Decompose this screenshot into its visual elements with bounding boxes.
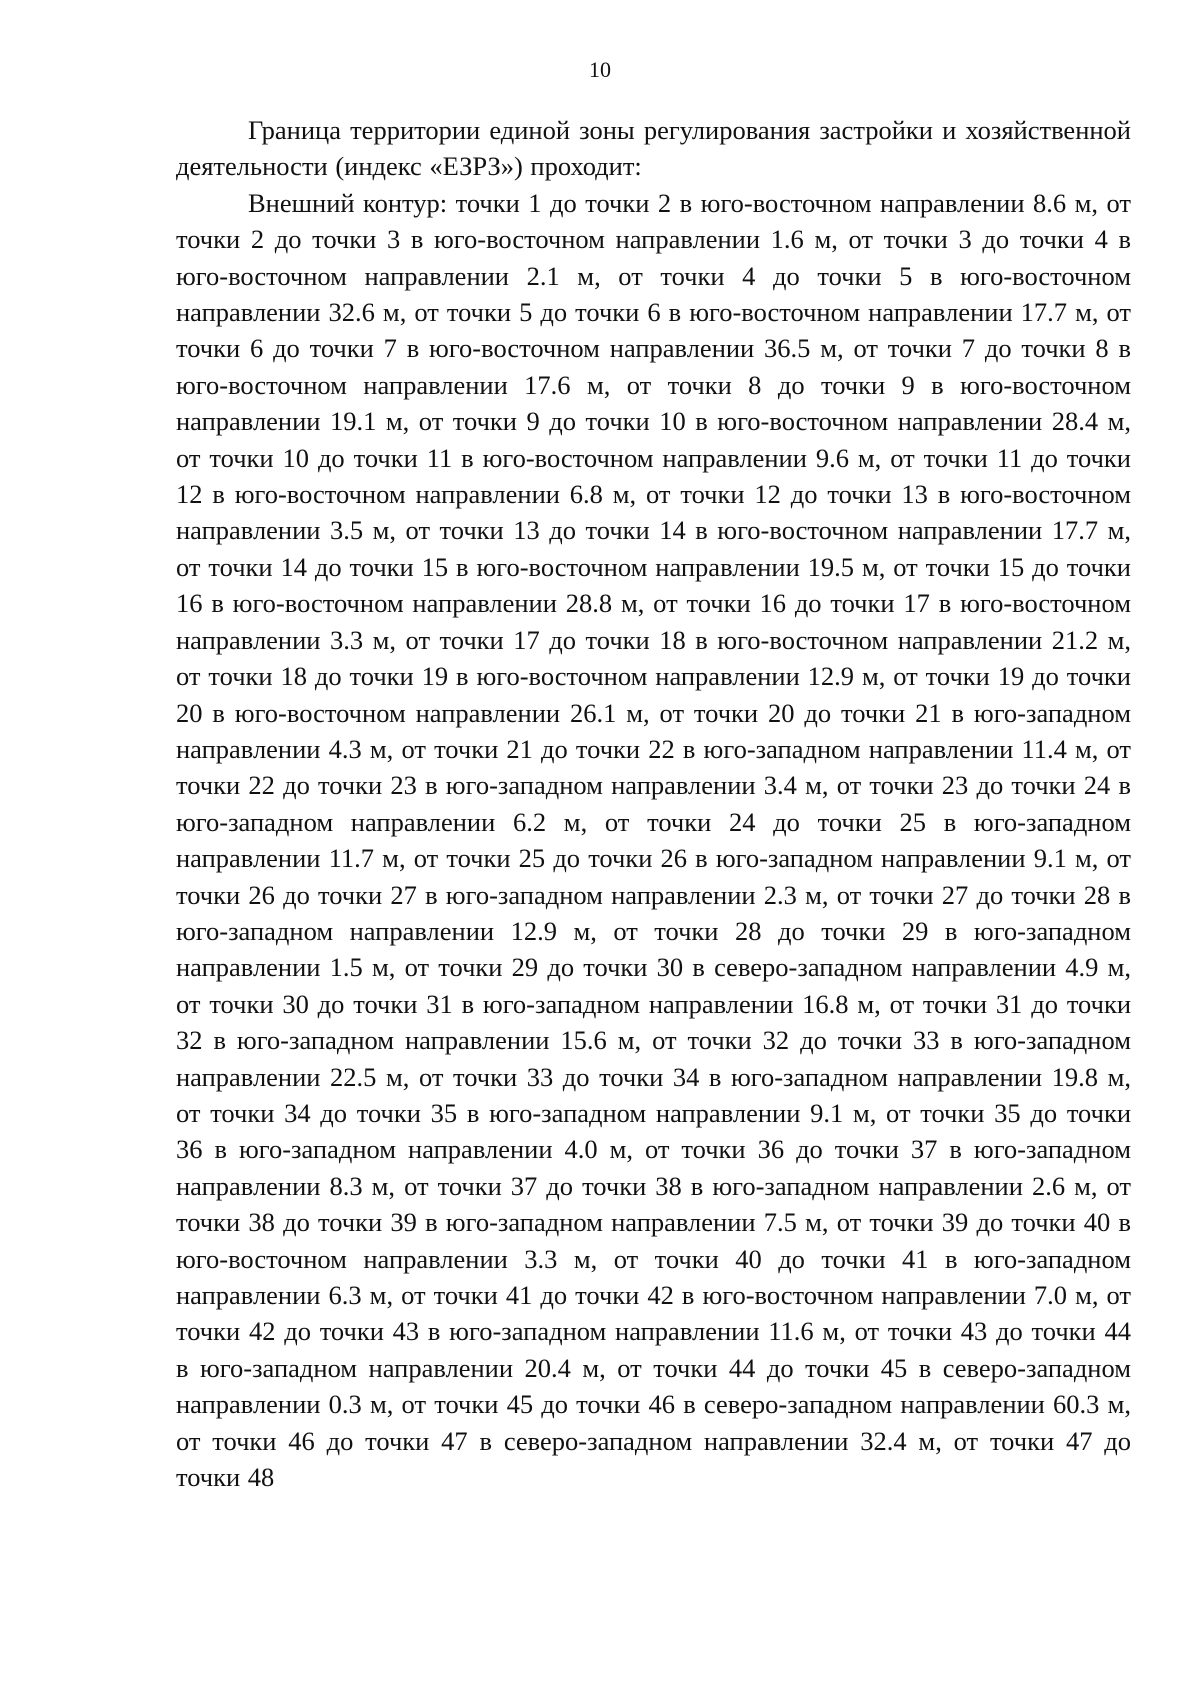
- paragraph-outer-contour: Внешний контур: точки 1 до точки 2 в юго-восточном направлении 8.6 м, от точки 2 до точки 3 в юго-восточном направлении 1.6 м, от точки 3 до точки 4 в юго-восточном направлении 2.1 м, от точки 4 до точки 5 в юго-восточном направлении 32.6 м, от точки 5 до точки 6 в юго-восточном направлении 17.7 м, от точки 6 до точки 7 в юго-восточном направлении 36.5 м, от точки 7 до точки 8 в юго-восточном направлении 17.6 м, от точки 8 до точки 9 в юго-восточном направлении 19.1 м, от точки 9 до точки 10 в юго-восточном направлении 28.4 м, от точки 10 до точки 11 в юго-восточном направлении 9.6 м, от точки 11 до точки 12 в юго-восточном направлении 6.8 м, от точки 12 до точки 13 в юго-восточном направлении 3.5 м, от точки 13 до точки 14 в юго-восточном направлении 17.7 м, от точки 14 до точки 15 в юго-восточном направлении 19.5 м, от точки 15 до точки 16 в юго-восточном направлении 28.8 м, от точки 16 до точки 17 в юго-восточном направлении 3.3 м, от точки 17 до точки 18 в юго-восточном направлении 21.2 м, от точки 18 до точки 19 в юго-восточном направлении 12.9 м, от точки 19 до точки 20 в юго-восточном направлении 26.1 м, от точки 20 до точки 21 в юго-западном направлении 4.3 м, от точки 21 до точки 22 в юго-западном направлении 11.4 м, от точки 22 до точки 23 в юго-западном направлении 3.4 м, от точки 23 до точки 24 в юго-западном направлении 6.2 м, от точки 24 до точки 25 в юго-западном направлении 11.7 м, от точки 25 до точки 26 в юго-западном направлении 9.1 м, от точки 26 до точки 27 в юго-западном направлении 2.3 м, от точки 27 до точки 28 в юго-западном направлении 12.9 м, от точки 28 до точки 29 в юго-западном направлении 1.5 м, от точки 29 до точки 30 в северо-западном направлении 4.9 м, от точки 30 до точки 31 в юго-западном направлении 16.8 м, от точки 31 до точки 32 в юго-западном направлении 15.6 м, от точки 32 до точки 33 в юго-западном направлении 22.5 м, от точки 33 до точки 34 в юго-западном направлении 19.8 м, от точки 34 до точки 35 в юго-западном направлении 9.1 м, от точки 35 до точки 36 в юго-западном направлении 4.0 м, от точки 36 до точки 37 в юго-западном направлении 8.3 м, от точки 37 до точки 38 в юго-западном направлении 2.6 м, от точки 38 до точки 39 в юго-западном направлении 7.5 м, от точки 39 до точки 40 в юго-восточном направлении 3.3 м, от точки 40 до точки 41 в юго-западном направлении 6.3 м, от точки 41 до точки 42 в юго-восточном направлении 7.0 м, от точки 42 до точки 43 в юго-западном направлении 11.6 м, от точки 43 до точки 44 в юго-западном направлении 20.4 м, от точки 44 до точки 45 в северо-западном направлении 0.3 м, от точки 45 до точки 46 в северо-западном направлении 60.3 м, от точки 46 до точки 47 в северо-западном направлении 32.4 м, от точки 47 до точки 48: [176, 187, 1131, 1493]
- paragraph-intro: Граница территории единой зоны регулирования застройки и хозяйственной деятельности (индекс «ЕЗРЗ») проходит:: [176, 115, 1131, 182]
- document-body: [176, 112, 1131, 1495]
- page-number: 10: [589, 57, 611, 82]
